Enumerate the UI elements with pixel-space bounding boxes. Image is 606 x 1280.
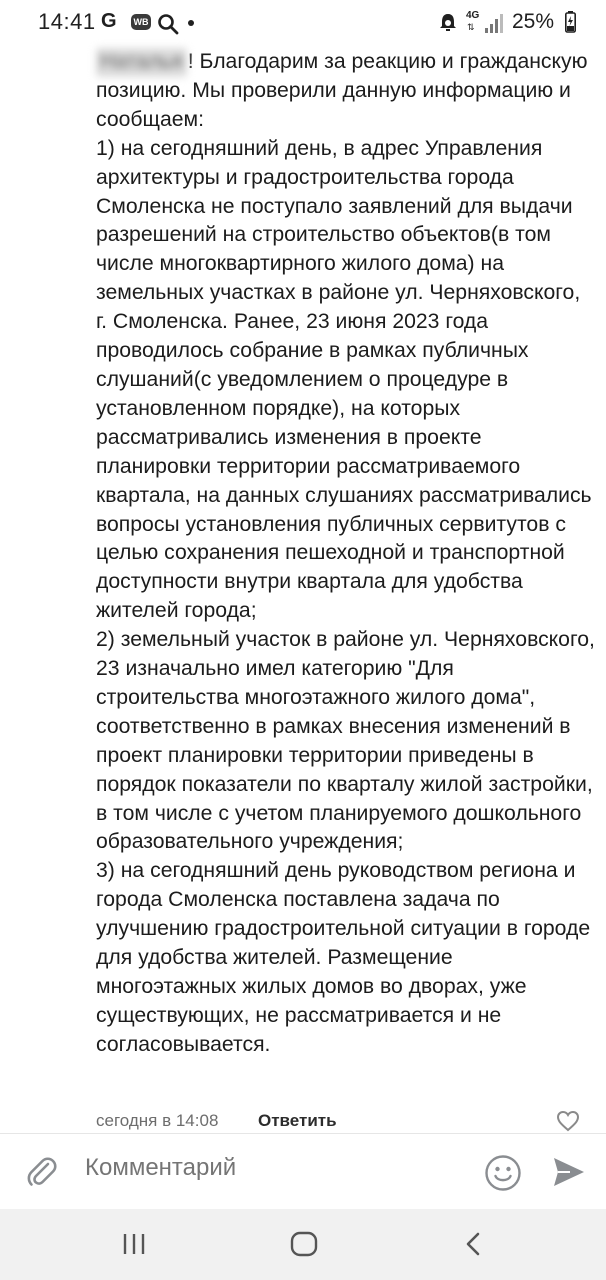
status-bar (0, 0, 606, 46)
search-icon (157, 13, 179, 35)
battery-percent: 25% (512, 10, 555, 33)
comment-input[interactable] (85, 1154, 445, 1182)
send-icon[interactable] (552, 1156, 586, 1188)
notification-dot-icon (188, 20, 194, 26)
like-heart-icon[interactable] (556, 1110, 580, 1132)
emoji-icon[interactable] (484, 1154, 522, 1192)
comment-composer (0, 1133, 606, 1210)
comment-body: ! Благодарим за реакцию и гражданскую позицию. Мы проверили данную информацию и сообщаем: 1) на сегодняшний день, в адрес Управления архитектуры и градостроительства города Смоленска не поступало заявлений для выдачи разрешений на строительство объектов(в том числе многоквартирного жилого дома) на земельных участках в районе ул. Черняховского, г. Смоленска. Ранее, 23 июня 2023 года проводилось собрание в рамках публичных слушаний(с уведомлением о процедуре в установленном порядке), на которых рассматривались изменения в проекте планировки территории рассматриваемого квартала, на данных слушаниях рассматривались вопросы установления публичных сервитутов с целью сохранения пешеходной и транспортной доступности внутри квартала для удобства жителей города; 2) земельный участок в районе ул. Черняховского, 23 изначально имел категорию "Для строительства многоэтажного жилого дома", соответственно в рамках внесения изменений в проект планировки территории приведены в порядок показатели по кварталу жилой застройки, в том числе с учетом планируемого дошкольного образовательного учреждения; 3) на сегодняшний день руководством региона и города Смоленска поставлена задача по улучшению градостроительной ситуации в городе для удобства жителей. Размещение многоэтажных жилых домов во дворах, уже существующих, не рассматривается и не согласовывается. (96, 50, 595, 1056)
back-icon[interactable] (463, 1231, 485, 1257)
comment-timestamp: сегодня в 14:08 (96, 1111, 219, 1130)
paperclip-icon[interactable] (24, 1154, 60, 1190)
wb-icon: WB (131, 14, 151, 30)
signal-icon (485, 13, 505, 33)
recent-apps-icon[interactable] (121, 1231, 147, 1257)
comment (96, 48, 596, 1060)
status-time: 14:41 (38, 9, 96, 34)
reply-button[interactable]: Ответить (258, 1111, 337, 1130)
google-icon: G (101, 10, 117, 32)
comment-author[interactable]: Наталья (96, 48, 187, 77)
home-icon[interactable] (290, 1231, 318, 1257)
comment-text (96, 48, 596, 1060)
battery-icon (565, 11, 576, 33)
alarm-icon (439, 12, 457, 32)
navigation-bar (0, 1209, 606, 1280)
4g-arrows-icon: ⇅ (467, 22, 475, 32)
4g-icon: 4G (466, 10, 480, 21)
